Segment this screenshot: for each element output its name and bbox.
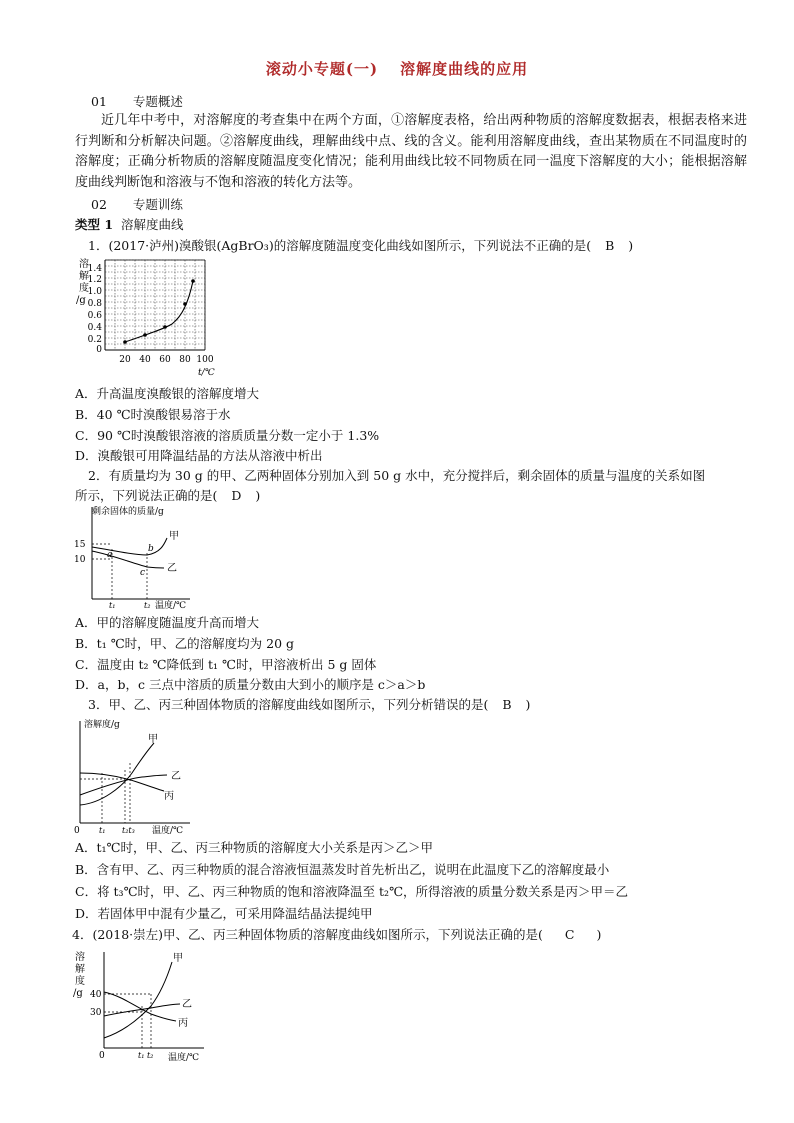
q3-xlabel: 温度/℃ [152, 826, 184, 835]
question-1-stem [88, 236, 633, 256]
answer-text: B [502, 697, 512, 712]
q1-data-point [123, 340, 127, 344]
q4-xtick-t1t2: t₁ t₂ [138, 1051, 154, 1060]
q4-ylabel-2: 解 [75, 964, 85, 975]
q4-curve-jia [104, 962, 172, 1038]
section-number: 01 [91, 94, 107, 109]
q2-ytick-10: 10 [74, 555, 86, 565]
q1-option-c: C．90 ℃时溴酸银溶液的溶质质量分数一定小于 1.3% [75, 428, 380, 443]
q2-xtick-t2: t₂ [144, 601, 151, 610]
section-label: 专题训练 [132, 197, 183, 212]
q1-xtick: 60 [159, 355, 171, 365]
q1-ylabel-3: 度 [79, 283, 89, 294]
answer-text: D [231, 488, 242, 503]
q1-solubility-chart [72, 256, 232, 378]
q1-ytick: 1.4 [87, 264, 102, 274]
stem-text: 4．(2018·崇左)甲、乙、丙三种固体物质的溶解度曲线如图所示，下列说法正确的是( [72, 927, 543, 942]
q2-label-jia: 甲 [169, 531, 179, 542]
q3-label-jia: 甲 [148, 734, 158, 745]
type-label: 类型 1 [75, 217, 114, 232]
overview-paragraph: 近几年中考中，对溶解度的考查集中在两个方面，①溶解度表格，给出两种物质的溶解度数据表，根据表格来进行判断和分析解决问题。②溶解度曲线，理解曲线中点、线的含义。能利用溶解度曲线，查出某物质在不同温度时的溶解度；正确分析物质的溶解度随温度变化情况；能利用曲线比较不同物质在同一温度下溶解度的大小；能根据溶解度曲线判断饱和溶液与不饱和溶液的转化方法等。 [75, 113, 747, 190]
q2-xtick-t1: t₁ [109, 601, 116, 610]
q3-curve-jia [80, 743, 154, 805]
q2-xlabel: 温度/℃ [155, 601, 187, 611]
q1-ylabel-2: 解 [79, 271, 89, 282]
q1-xlabel: t/℃ [198, 368, 215, 378]
q4-xlabel: 温度/℃ [168, 1053, 200, 1063]
q1-xtick: 40 [139, 355, 151, 365]
section-number: 02 [91, 197, 107, 212]
q2-option-a: A．甲的溶解度随温度升高而增大 [75, 615, 260, 630]
q3-xtick-t2t3: t₂t₃ [122, 826, 135, 835]
q1-option-d: D．溴酸银可用降温结晶的方法从溶液中析出 [75, 448, 323, 463]
q3-label-yi: 乙 [171, 771, 181, 782]
q2-option-b: B．t₁ ℃时，甲、乙的溶解度均为 20 g [75, 636, 295, 651]
q4-origin: 0 [99, 1051, 105, 1061]
stem-close: ) [628, 238, 634, 253]
question-4-stem [72, 925, 601, 945]
q4-ylabel-3: 度 [75, 976, 85, 987]
q3-option-c: C．将 t₃℃时，甲、乙、丙三种物质的饱和溶液降温至 t₂℃，所得溶液的质量分数关系是丙＞甲＝乙 [75, 884, 629, 899]
question-3-stem [88, 695, 530, 715]
q2-option-c: C．温度由 t₂ ℃降低到 t₁ ℃时，甲溶液析出 5 g 固体 [75, 657, 377, 672]
q3-solubility-chart [72, 715, 202, 835]
q2-ylabel: 剩余固体的质量/g [92, 507, 164, 517]
type-heading [75, 215, 184, 235]
q3-option-d: D．若固体甲中混有少量乙，可采用降温结晶法提纯甲 [75, 906, 373, 921]
q1-data-point [191, 279, 195, 283]
q1-ylabel-1: 溶 [79, 259, 89, 270]
q1-xtick: 80 [179, 355, 191, 365]
q1-ytick: 0 [96, 345, 102, 355]
stem-text: 3．甲、乙、丙三种固体物质的溶解度曲线如图所示，下列分析错误的是( [88, 697, 489, 712]
q4-label-jia: 甲 [173, 953, 183, 964]
section-overview-heading [91, 92, 183, 112]
stem-text: 所示，下列说法正确的是( [75, 488, 218, 503]
q1-data-point [163, 325, 167, 329]
q4-solubility-chart [72, 948, 212, 1066]
page-title [0, 58, 794, 79]
stem-text: 1．(2017·泸州)溴酸银(AgBrO₃)的溶解度随温度变化曲线如图所示，下列说法不正确的是( [88, 238, 592, 253]
q1-gridlines [105, 260, 205, 350]
q3-ylabel: 溶解度/g [84, 720, 120, 730]
q1-ytick: 1.2 [87, 275, 102, 285]
title-sub: 溶解度曲线的应用 [400, 60, 529, 78]
q4-label-bing: 丙 [178, 1018, 188, 1029]
q1-ytick: 0.8 [87, 299, 102, 309]
q2-point-c: c [140, 568, 146, 578]
q2-remaining-solid-chart [72, 505, 202, 613]
q2-point-b: b [148, 544, 154, 554]
q1-ytick: 1.0 [87, 287, 102, 297]
q2-label-yi: 乙 [167, 563, 177, 574]
q4-label-yi: 乙 [182, 999, 192, 1010]
title-main: 滚动小专题(一) [265, 60, 379, 78]
section-label: 专题概述 [132, 94, 183, 109]
q2-option-d: D．a，b，c 三点中溶质的质量分数由大到小的顺序是 c＞a＞b [75, 677, 426, 692]
q4-ytick-40: 40 [90, 990, 102, 1000]
q4-ylabel-1: 溶 [75, 952, 85, 963]
q1-y-ticks [88, 264, 103, 355]
q2-curve-jia [92, 538, 167, 555]
q3-option-b: B．含有甲、乙、丙三种物质的混合溶液恒温蒸发时首先析出乙，说明在此温度下乙的溶解度最小 [75, 862, 610, 877]
q2-point-a: a [107, 550, 113, 560]
q1-ylabel-4: /g [76, 295, 86, 306]
q3-xtick-t1: t₁ [99, 826, 106, 835]
q3-label-bing: 丙 [164, 791, 174, 802]
answer-text: B [605, 238, 615, 253]
q1-xtick: 20 [119, 355, 131, 365]
q1-ytick: 0.4 [87, 323, 102, 333]
q1-data-point [183, 302, 187, 306]
stem-close: ) [525, 697, 531, 712]
section-training-heading [91, 195, 183, 215]
type-name: 溶解度曲线 [121, 217, 184, 232]
q1-data-point [143, 333, 147, 337]
q1-option-b: B．40 ℃时溴酸银易溶于水 [75, 407, 231, 422]
question-2-stem-line2 [75, 486, 260, 506]
stem-close: ) [596, 927, 602, 942]
q4-ylabel-4: /g [73, 988, 83, 999]
q1-ytick: 0.6 [87, 311, 102, 321]
question-2-stem-line1: 2．有质量均为 30 g 的甲、乙两种固体分别加入到 50 g 水中，充分搅拌后，剩余固体的质量与温度的关系如图 [88, 468, 706, 483]
q3-origin: 0 [74, 826, 80, 835]
q1-xtick: 100 [196, 355, 214, 365]
q1-option-a: A．升高温度溴酸银的溶解度增大 [75, 386, 260, 401]
q3-option-a: A．t₁℃时，甲、乙、丙三种物质的溶解度大小关系是丙＞乙＞甲 [75, 840, 434, 855]
q2-ytick-15: 15 [74, 540, 86, 550]
q1-ytick: 0.2 [87, 335, 102, 345]
stem-close: ) [255, 488, 261, 503]
answer-text: C [564, 927, 575, 942]
q4-ytick-30: 30 [90, 1008, 102, 1018]
